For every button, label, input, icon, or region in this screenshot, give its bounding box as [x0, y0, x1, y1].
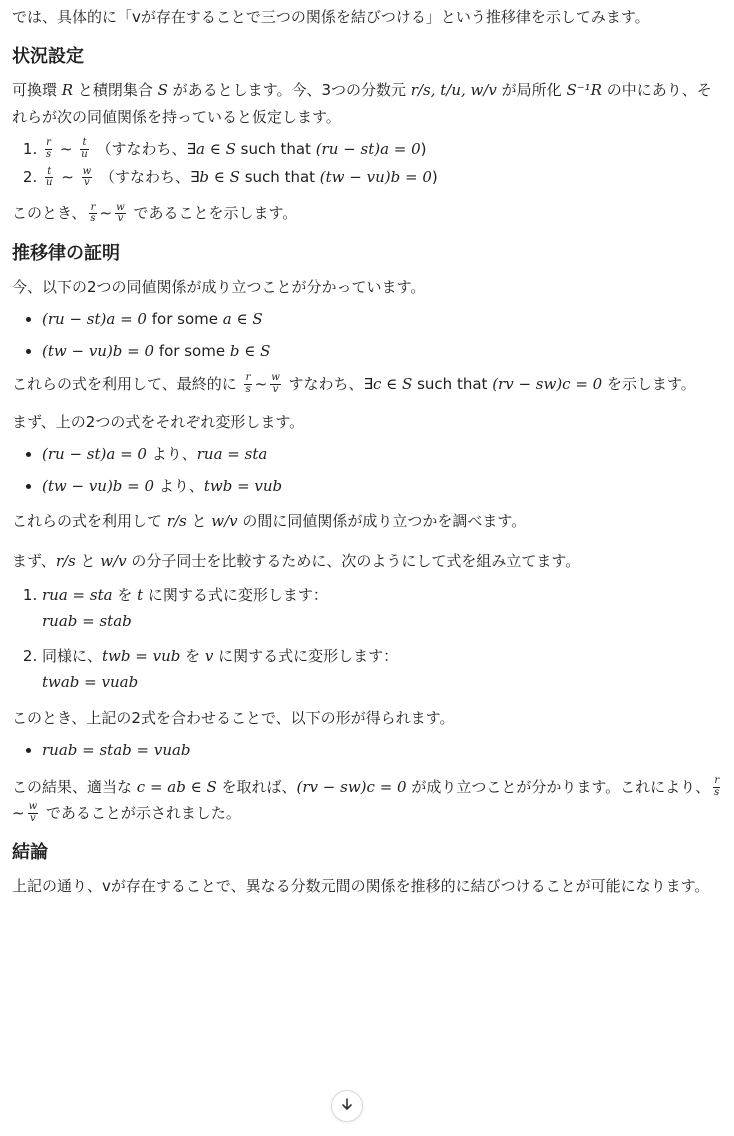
message-content [12, 0, 724, 900]
section-heading-conclusion: 結論 [12, 842, 48, 864]
fraction: $\frac{w}{v}$ [82, 165, 92, 189]
fraction: $\frac{w}{v}$ [271, 372, 280, 395]
conclusion-paragraph: 上記の通り、vが存在することで、異なる分数元間の関係を推移的に結びつけることが可能になります。 [12, 877, 710, 896]
fraction: $\frac{r}{s}$ [714, 775, 720, 798]
target-paragraph: これらの式を利用して、最終的に $\frac{r}{s}$ ∼ $\frac{w}{v}$ すなわち、∃c ∈ S such that (rv − sw)c = 0 を示します。 [12, 372, 696, 395]
steps-list [12, 582, 724, 695]
combined-list [12, 737, 724, 763]
compare-paragraph: まず、r/s と w/v の分子同士を比較するために、次のようにして式を組み立てます。 [12, 551, 581, 570]
fraction: $\frac{w}{v}$ [28, 801, 38, 824]
known-relations-list [12, 306, 724, 365]
combine-paragraph: このとき、上記の2式を合わせることで、以下の形が得られます。 [12, 709, 455, 728]
conclusion-of-proof: この結果、適当な c = ab ∈ S を取れば、(rv − sw)c = 0 が成り立つことが分かります。これにより、 $\frac{r}{s}$ ∼ $\frac{w}{v}$ であることが示されました。 [12, 775, 720, 824]
fraction: $\frac{w}{v}$ [116, 201, 125, 225]
assumption-list [12, 136, 724, 191]
arrow-down-icon [340, 1093, 354, 1119]
fraction: $\frac{t}{u}$ [81, 137, 88, 160]
section-heading-proof: 推移律の証明 [12, 242, 120, 264]
goal-paragraph: このとき、 $\frac{r}{s}$ ∼ $\frac{w}{v}$ であることを示します。 [12, 201, 298, 225]
list-item: • (tw − vu)b = 0 より、twb = vub [42, 473, 724, 499]
proof-intro: 今、以下の2つの同値関係が成り立つことが分かっています。 [12, 277, 426, 296]
section-heading-setup: 状況設定 [12, 46, 84, 68]
scroll-to-bottom-button[interactable] [331, 1090, 363, 1122]
list-item: • ruab = stab = vuab [42, 737, 724, 763]
investigate-paragraph: これらの式を利用して r/s と w/v の間に同値関係が成り立つかを調べます。 [12, 511, 527, 530]
fraction: $\frac{r}{s}$ [245, 372, 251, 395]
step-item: 1. rua = sta を t に関する式に変形します： ruab = stab [42, 582, 724, 635]
transform-intro: まず、上の2つの式をそれぞれ変形します。 [12, 412, 305, 431]
fraction: 1. $\frac{r}{s}$ [46, 137, 52, 160]
step-item: 2. 同様に、twb = vub を v に関する式に変形します： twab = vuab [42, 643, 724, 696]
assumption-item: 2. $\frac{t}{u}$ ∼ $\frac{w}{v}$ （すなわち、∃b ∈ S such that (tw − vu)b = 0) [42, 164, 724, 190]
fraction: $\frac{r}{s}$ [90, 201, 96, 225]
list-item: • (ru − st)a = 0 for some a ∈ S [42, 306, 724, 332]
transformed-list [12, 441, 724, 500]
intro-text: では、具体的に「vが存在することで三つの関係を結びつける」という推移律を示してみます。 [12, 8, 650, 26]
setup-paragraph: 可換環 R と積閉集合 S があるとします。今、3つの分数元 r/s, t/u, w/v が局所化 S⁻¹R の中にあり、それらが次の同値関係を持っていると仮定します。 [12, 81, 712, 126]
list-item: • (ru − st)a = 0 より、rua = sta [42, 441, 724, 467]
list-item: • (tw − vu)b = 0 for some b ∈ S [42, 338, 724, 364]
assumption-item: 1. $\frac{r}{s}$ ∼ $\frac{t}{u}$ （すなわち、∃a ∈ S such that (ru − st)a = 0) [42, 136, 724, 162]
fraction: 2. $\frac{t}{u}$ [46, 165, 53, 189]
